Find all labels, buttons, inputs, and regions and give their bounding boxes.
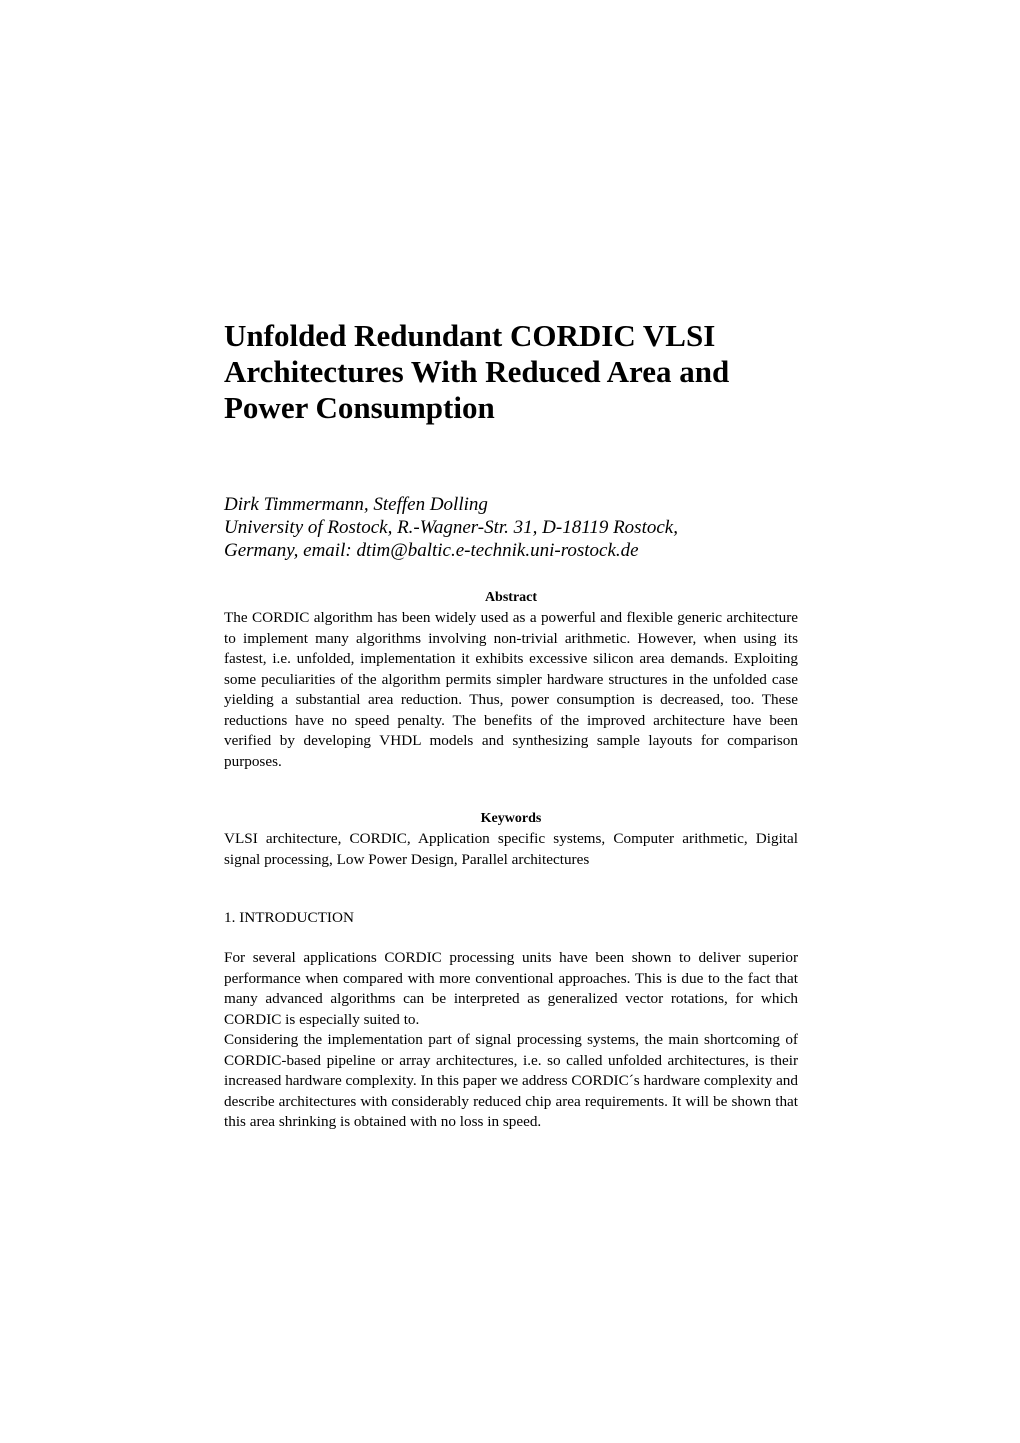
paper-title: [224, 318, 798, 426]
introduction-paragraph-2: Considering the implementation part of signal processing systems, the main shortcoming of CORDIC-based pipeline or array architectures, i.e. so called unfolded architectures, is their increased hardware complexity. In this paper we address CORDIC´s hardware complexity and describe architectures with considerably reduced chip area requirements. It will be shown that this area shrinking is obtained with no loss in speed.: [224, 1031, 798, 1130]
introduction-body: [224, 948, 798, 1133]
author-block: [224, 493, 798, 562]
introduction-heading: 1. INTRODUCTION: [224, 909, 354, 926]
abstract-heading: Abstract: [484, 590, 538, 605]
title-line-3: Power Consumption: [224, 390, 495, 425]
affiliation-line-1: University of Rostock, R.-Wagner-Str. 31, D-18119 Rostock,: [224, 517, 678, 538]
introduction-paragraph-1: For several applications CORDIC processing units have been shown to deliver superior performance when compared with more conventional approaches. This is due to the fact that many advanced algorithms can be interpreted as generalized vector rotations, for which CORDIC is especially suited to.: [224, 949, 798, 1028]
author-names: Dirk Timmermann, Steffen Dolling: [224, 494, 488, 515]
title-line-1: Unfolded Redundant CORDIC VLSI: [224, 318, 716, 353]
keywords-text: VLSI architecture, CORDIC, Application specific systems, Computer arithmetic, Digital signal processing, Low Power Design, Parallel architectures: [224, 830, 798, 868]
affiliation-line-2: Germany, email: dtim@baltic.e-technik.uni-rostock.de: [224, 540, 639, 561]
title-line-2: Architectures With Reduced Area and: [224, 354, 730, 389]
abstract-text: The CORDIC algorithm has been widely used as a powerful and flexible generic architecture to implement many algorithms involving non-trivial arithmetic. However, when using its fastest, i.e. unfolded, implementation it exhibits excessive silicon area demands. Exploiting some peculiarities of the algorithm permits simpler hardware structures in the unfolded case yielding a substantial area reduction. Thus, power consumption is decreased, too. These reductions have no speed penalty. The benefits of the improved architecture have been verified by developing VHDL models and synthesizing sample layouts for comparison purposes.: [224, 609, 798, 770]
keywords-heading: Keywords: [480, 811, 542, 826]
